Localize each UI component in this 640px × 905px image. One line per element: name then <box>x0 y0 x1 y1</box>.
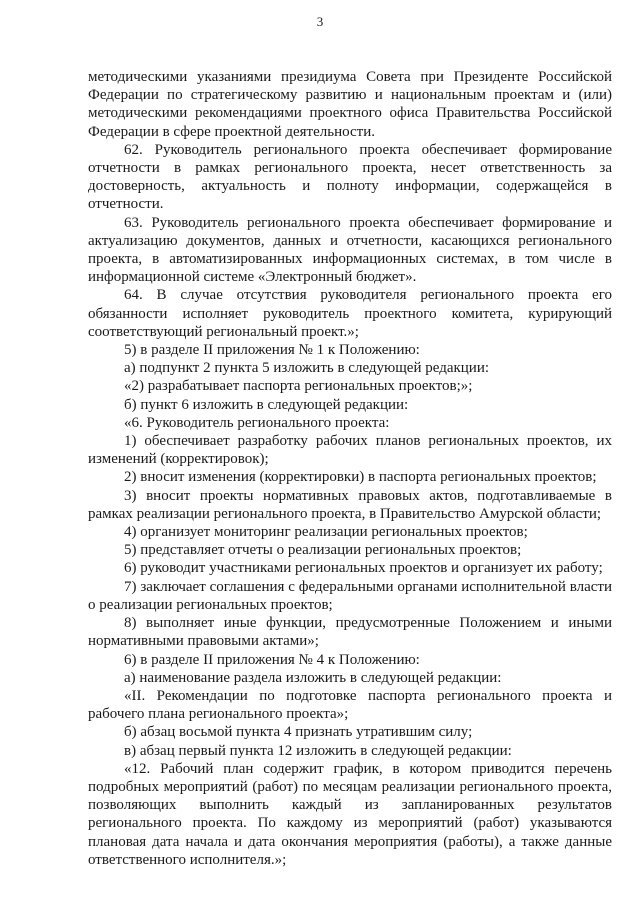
paragraph-subitem-v: в) абзац первый пункта 12 изложить в следующей редакции: <box>124 742 512 759</box>
page-number: 3 <box>316 14 324 29</box>
paragraph-duty-5: 5) представляет отчеты о реализации региональных проектов; <box>124 542 522 559</box>
paragraph-subitem-a-2: а) наименование раздела изложить в следующей редакции: <box>124 669 502 686</box>
paragraph-subitem-a: а) подпункт 2 пункта 5 изложить в следующей редакции: <box>124 360 490 377</box>
paragraph-quote-6-heading: «6. Руководитель регионального проекта: <box>124 414 390 431</box>
paragraph-duty-7: 7) заключает соглашения с федеральными органами исполнительной власти о реализации региональных проектов; <box>88 578 612 613</box>
paragraph-item-63: 63. Руководитель регионального проекта обеспечивает формирование и актуализацию документов, данных и отчетности, касающихся регионального проекта, в автоматизированных информационных системах, в том числе в информационной системе «Электронный бюджет». <box>88 214 612 286</box>
paragraph-duty-1: 1) обеспечивает разработку рабочих планов региональных проектов, их изменений (корректировок); <box>88 433 612 468</box>
paragraph-quote-12: «12. Рабочий план содержит график, в котором приводится перечень подробных мероприятий (работ) по месяцам реализации регионального проекта, позволяющих выполнить каждый из запланированных результатов регионального проекта. По каждому из мероприятий (работ) указываются плановая дата начала и дата окончания мероприятия (работы), а также данные ответственного исполнителя.»; <box>88 760 612 868</box>
paragraph-amendment-6: 6) в разделе II приложения № 4 к Положению: <box>124 651 420 668</box>
paragraph-duty-4: 4) организует мониторинг реализации региональных проектов; <box>124 524 528 541</box>
paragraph-duty-8: 8) выполняет иные функции, предусмотренные Положением и иными нормативными правовыми актами»; <box>88 615 612 650</box>
paragraph-item-62: 62. Руководитель регионального проекта обеспечивает формирование отчетности в рамках регионального проекта, несет ответственность за достоверность, актуальность и полноту информации, содержащейся в отчетности. <box>88 141 612 213</box>
paragraph-duty-2: 2) вносит изменения (корректировки) в паспорта региональных проектов; <box>124 469 597 486</box>
paragraph-duty-6: 6) руководит участниками региональных проектов и организует их работу; <box>124 560 603 577</box>
paragraph-quote-section-ii: «II. Рекомендации по подготовке паспорта регионального проекта и рабочего плана регионального проекта»; <box>88 687 612 723</box>
paragraph-amendment-5: 5) в разделе II приложения № 1 к Положению: <box>124 342 420 359</box>
paragraph-item-64: 64. В случае отсутствия руководителя регионального проекта его обязанности исполняет руководитель проектного комитета, курирующий соответствующий региональный проект.»; <box>88 287 612 340</box>
paragraph-duty-3: 3) вносит проекты нормативных правовых актов, подготавливаемые в рамках реализации регионального проекта, в Правительство Амурской области; <box>88 487 612 522</box>
paragraph-quote-2: «2) разрабатывает паспорта региональных проектов;»; <box>124 378 473 395</box>
paragraph-subitem-b: б) пункт 6 изложить в следующей редакции: <box>124 396 409 413</box>
paragraph-subitem-b-2: б) абзац восьмой пункта 4 признать утратившим силу; <box>124 724 473 741</box>
paragraph-continuation: методическими указаниями президиума Совета при Президенте Российской Федерации по стратегическому развитию и национальным проектам и (или) методическими рекомендациями проектного офиса Правительства Российской Федерации в сфере проектной деятельности. <box>88 69 612 140</box>
document-body <box>88 68 612 869</box>
